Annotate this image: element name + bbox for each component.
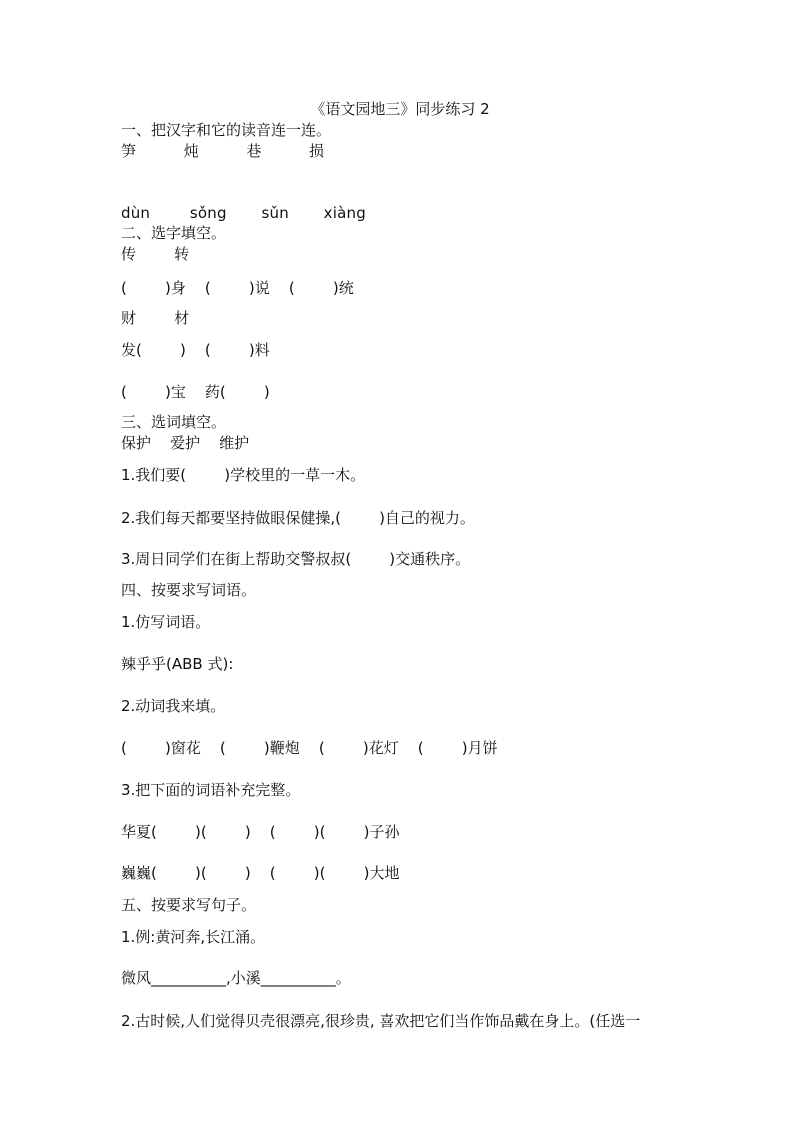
section-4-question-3: 3.把下面的词语补充完整。 bbox=[121, 781, 301, 799]
section-1-pinyin: dùn sǒng sǔn xiàng bbox=[121, 204, 366, 222]
section-2-blanks-3: ( )宝 药( ) bbox=[121, 383, 270, 401]
section-4-question-1: 1.仿写词语。 bbox=[121, 613, 211, 631]
section-3-heading: 三、选词填空。 bbox=[121, 413, 227, 431]
section-4-question-3-line-1: 华夏( )( ) ( )( )子孙 bbox=[121, 823, 400, 841]
section-5-question-2: 2.古时候,人们觉得贝壳很漂亮,很珍贵, 喜欢把它们当作饰品戴在身上。(任选一 bbox=[121, 1012, 641, 1030]
section-3-question-3: 3.周日同学们在街上帮助交警叔叔( )交通秩序。 bbox=[121, 550, 471, 568]
section-5-question-1-line: 微风__________,小溪__________。 bbox=[121, 969, 351, 987]
page-title: 《语文园地三》同步练习 2 bbox=[310, 100, 490, 118]
section-2-heading: 二、选字填空。 bbox=[121, 224, 227, 242]
section-4-heading: 四、按要求写词语。 bbox=[121, 581, 257, 599]
section-5-question-1: 1.例:黄河奔,长江涌。 bbox=[121, 928, 266, 946]
section-2-blanks-1: ( )身 ( )说 ( )统 bbox=[121, 279, 354, 297]
section-5-heading: 五、按要求写句子。 bbox=[121, 896, 257, 914]
section-4-question-2-line: ( )窗花 ( )鞭炮 ( )花灯 ( )月饼 bbox=[121, 739, 498, 757]
section-2-char-pair-1: 传 转 bbox=[121, 245, 190, 263]
section-1-characters: 笋 炖 巷 损 bbox=[121, 142, 325, 160]
section-2-blanks-2: 发( ) ( )料 bbox=[121, 341, 270, 359]
section-3-question-1: 1.我们要( )学校里的一草一木。 bbox=[121, 466, 366, 484]
section-4-question-1-line: 辣乎乎(ABB 式): bbox=[121, 655, 234, 673]
section-4-question-2: 2.动词我来填。 bbox=[121, 697, 226, 715]
section-2-char-pair-2: 财 材 bbox=[121, 309, 190, 327]
section-1-heading: 一、把汉字和它的读音连一连。 bbox=[121, 121, 332, 139]
section-3-word-choices: 保护 爱护 维护 bbox=[121, 434, 250, 452]
section-3-question-2: 2.我们每天都要坚持做眼保健操,( )自己的视力。 bbox=[121, 509, 475, 527]
section-4-question-3-line-2: 巍巍( )( ) ( )( )大地 bbox=[121, 864, 400, 882]
